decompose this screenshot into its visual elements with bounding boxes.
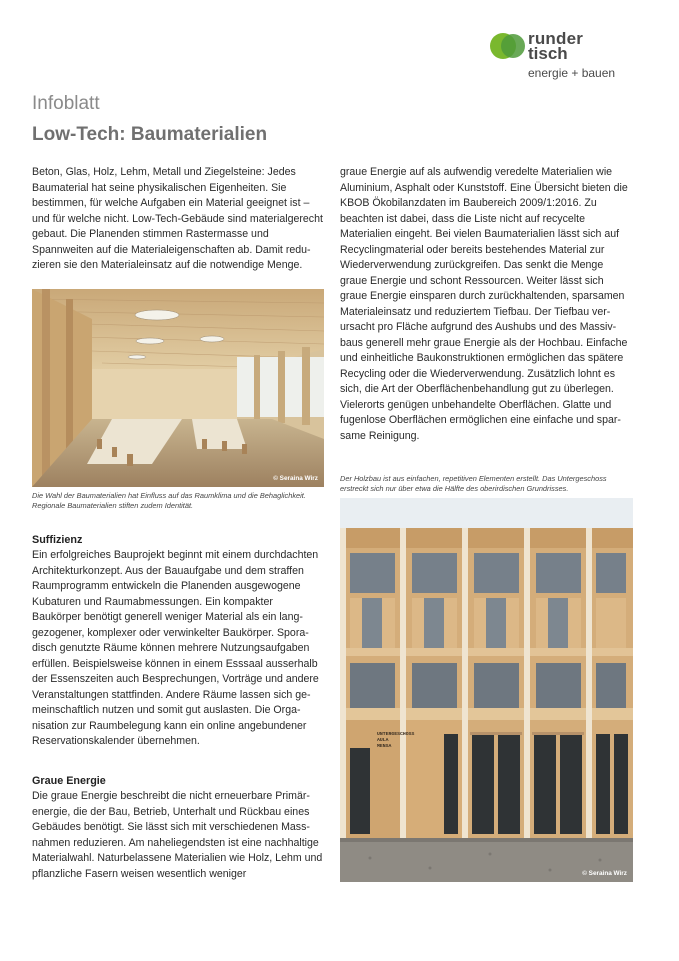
section-graue-energie — [32, 774, 324, 882]
section-suffizienz — [32, 533, 324, 750]
section-text-graue-energie: Die graue Energie beschreibt die nicht erneuerbare Primärenergie, die der Bau, Betrieb, Unterhalt und Rückbau eines Gebäudes benötigt. Sie lässt sich mit verschiedenen Massnahmen reduzieren. Am naheliegendsten ist eine nachhaltige Materialwahl. Naturbelassene Materialien wie Holz, Lehm und pflanzliche Fasern weisen wesentlich weniger — [32, 790, 323, 880]
entrance-sign-line2: AULA — [377, 738, 389, 743]
section-heading-graue-energie: Graue Energie — [32, 775, 106, 787]
document-type: Infoblatt — [32, 93, 100, 114]
runder-tisch-logo — [488, 28, 638, 88]
hall-interior-photo — [32, 289, 324, 487]
logo-text-runder: runder — [528, 29, 584, 48]
timber-facade-illustration — [340, 498, 633, 882]
logo-text-tisch: tisch — [528, 44, 568, 63]
entrance-sign — [377, 732, 414, 750]
timber-facade-photo — [340, 498, 633, 882]
entrance-sign-line1: UNTERGESCHOSS — [377, 732, 415, 737]
logo-text-subtitle: energie + bauen — [528, 66, 616, 80]
logo-circles-icon — [488, 28, 528, 68]
right-column-paragraph: graue Energie auf als aufwendig veredelte Materialien wie Aluminium, Asphalt oder Kunststoff. Eine Übersicht bieten die KBOB Ökobilanzdaten im Baubereich 2009/1:2016. Zu beachten ist dabei, dass die Liste nicht auf recycelte Materialien eingeht. Bei vielen Baumaterialien lässt sich auf Recyclingmaterial oder bereits bestehendes Material zur Wiederverwendung zurückgreifen. Das senkt die Menge graue Energie und schont Ressourcen. Weiter lässt sich graue Energie einsparen durch zurückhaltenden, sparsamen Materialeinsatz und reduziertem Tiefbau. Der Tiefbau verursacht pro Fläche aufgrund des Aushubs und des Massivbaus generell mehr graue Energie als der Hochbau. Einfache und einheitliche Baukonstruktionen ermöglichen das spätere Recycling oder die Wiederverwendung. Zusätzlich lohnt es sich, die Art der Oberflächenbehandlung gut zu überlegen. Vielerorts genügen unbehandelte Oberflächen. Glatte und fugenlose Oberflächen ermöglichen eine einfache und sparsame Reinigung. — [340, 166, 628, 442]
section-text-suffizienz: Ein erfolgreiches Bauprojekt beginnt mit einem durchdachten Architekturkonzept. Aus der Bauaufgabe und dem straffen Raumprogramm entwickeln die Planenden ausgewogene Kubaturen und Raumabmessungen. Ein kompakter Baukörper benötigt generell weniger Material als ein langgezogener, komplexer oder verwinkelter Baukörper. Sporadisch genutzte Räume können mehrere Nutzungsaufgaben erfüllen. Beispielsweise können in einem Esssaal ausserhalb der Essenszeiten auch Besprechungen, Vorträge und andere Veranstaltungen stattfinden. Andere Räume lassen sich gemeinschaftlich nutzen und somit gut auslasten. Die Organisation zur Raumbelegung kann ein online angebundener Reservationskalender übernehmen. — [32, 549, 319, 747]
photo1-caption: Die Wahl der Baumaterialien hat Einfluss auf das Raumklima und die Behaglichkeit. Regionale Baumaterialien stiften zudem Identität. — [32, 491, 306, 510]
photo1-credit: © Seraina Wirz — [273, 475, 318, 482]
photo2-caption: Der Holzbau ist aus einfachen, repetitiven Elementen erstellt. Das Untergeschoss erstreckt sich nur über etwa die Hälfte des oberirdischen Grundrisses. — [340, 474, 607, 493]
hall-interior-illustration — [32, 289, 324, 487]
section-heading-suffizienz: Suffizienz — [32, 534, 83, 546]
page-title: Low-Tech: Baumaterialien — [32, 124, 268, 145]
intro-paragraph: Beton, Glas, Holz, Lehm, Metall und Ziegelsteine: Jedes Baumaterial hat seine physikalischen Eigenheiten. Sie bestimmen, für welche Aufgaben ein Material geeignet ist – und für welche nicht. Low-Tech-Gebäude sind materialgerecht gebaut. Die Planenden stimmen Rastermasse und Spannweiten auf die Materialeigenschaften ab. Damit reduzieren sie den Materialeinsatz auf die notwendige Menge. — [32, 166, 323, 271]
photo2-credit: © Seraina Wirz — [582, 870, 627, 877]
entrance-sign-line3: MENSA — [377, 744, 392, 749]
